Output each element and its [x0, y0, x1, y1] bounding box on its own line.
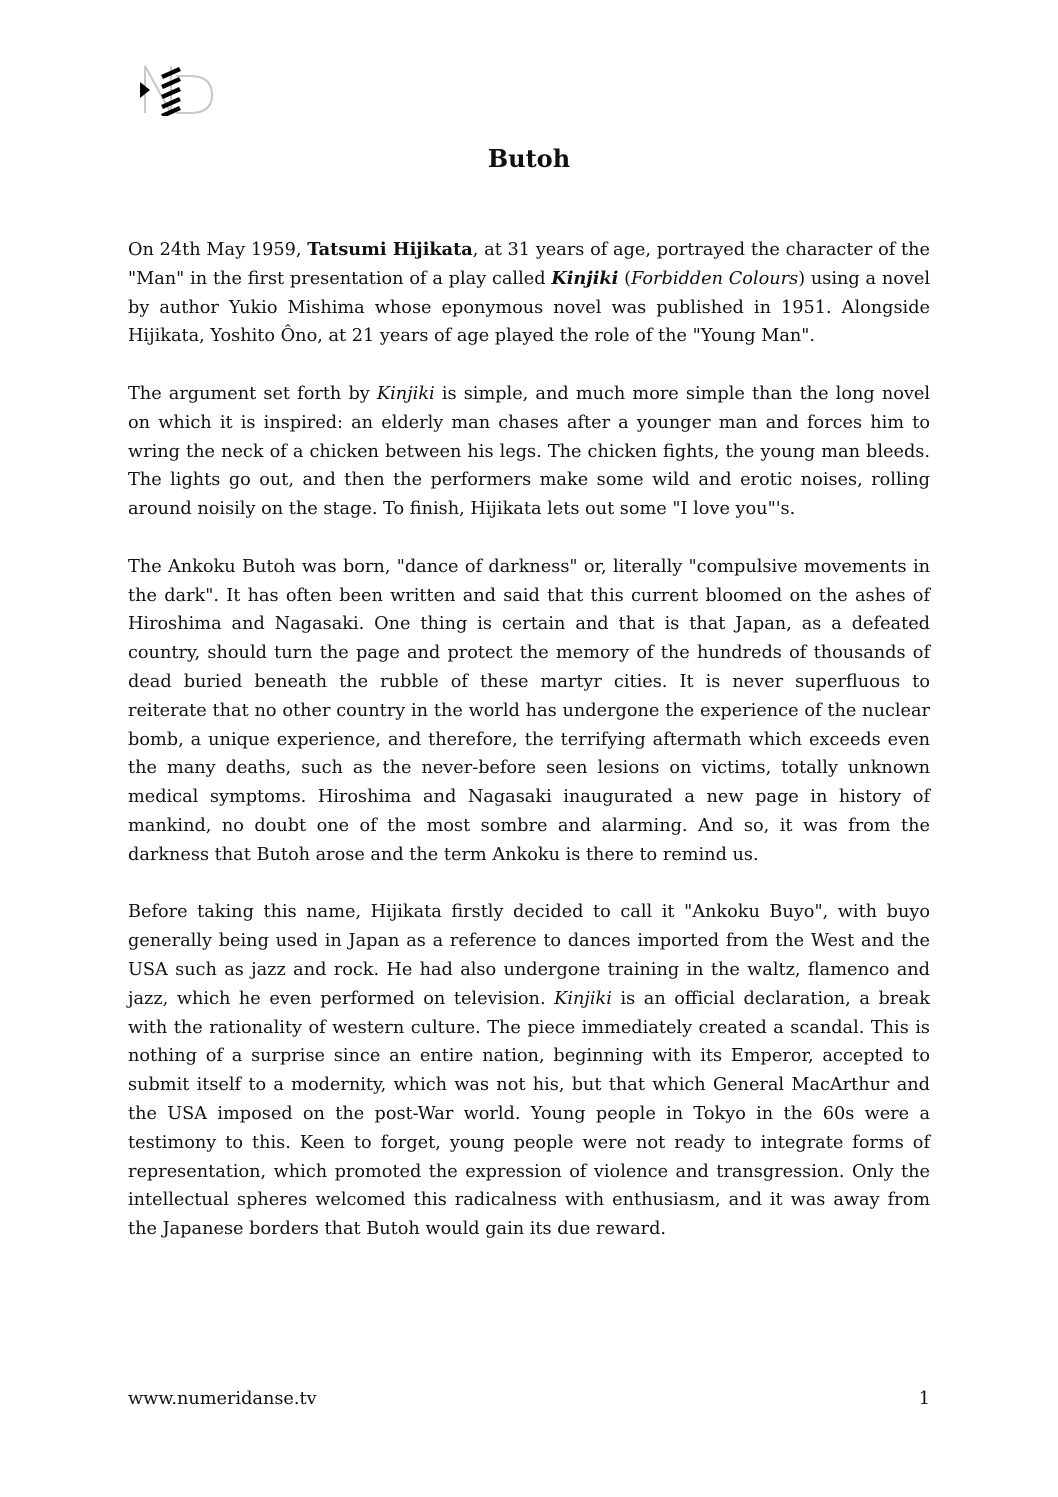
text-run: ) using a novel by author Yukio Mishima whose eponymous novel was published in 1951. Alongside Hijikata, Yoshito Ôno, at 21 years of age played the role of the "Young Man". [128, 268, 930, 347]
body-paragraph [128, 898, 930, 1244]
text-run: The argument set forth by [128, 383, 377, 404]
numeridanse-logo-icon [138, 64, 216, 116]
text-run: Before taking this name, Hijikata firstly decided to call it "Ankoku Buyo", with buyo generally being used in Japan as a reference to dances imported from the West and the USA such as jazz and rock. He had also undergone training in the waltz, flamenco and jazz, which he even performed on television. [128, 902, 930, 1009]
text-run: Forbidden Colours [631, 268, 799, 289]
page-title: Butoh [487, 144, 571, 173]
text-run: Kinjiki [551, 267, 619, 289]
text-run: Kinjiki [376, 383, 435, 404]
footer-url: www.numeridanse.tv [128, 1389, 317, 1409]
body-paragraph [128, 553, 930, 870]
body-paragraph [128, 236, 930, 351]
text-run: Kinjiki [554, 988, 612, 1009]
page-number: 1 [918, 1389, 930, 1409]
text-run: is simple, and much more simple than the long novel on which it is inspired: an elderly man chases after a younger man and forces him to wring the neck of a chicken between his legs. The chicken fights, the young man bleeds. The lights go out, and then the performers make some wild and erotic noises, rolling around noisily on the stage. To finish, Hijikata lets out some "I love you"'s. [128, 383, 930, 520]
text-run: is an official declaration, a break with the rationality of western culture. The piece immediately created a scandal. This is nothing of a surprise since an entire nation, beginning with its Emperor, accepted to submit itself to a modernity, which was not his, but that which General MacArthur and the USA imposed on the post-War world. Young people in Tokyo in the 60s were a testimony to this. Keen to forget, young people were not ready to integrate forms of representation, which promoted the expression of violence and transgression. Only the intellectual spheres welcomed this radicalness with enthusiasm, and it was away from the Japanese borders that Butoh would gain its due reward. [128, 988, 930, 1240]
text-run: Tatsumi Hijikata [307, 239, 473, 260]
text-run: , at 31 years of age, portrayed the character of the "Man" in the first presentation of a play called [128, 240, 931, 289]
body-paragraph [128, 380, 930, 524]
article-body [128, 236, 930, 1273]
text-run: ( [618, 268, 632, 289]
text-run: On 24th May 1959, [128, 240, 308, 260]
text-run: The Ankoku Butoh was born, "dance of darkness" or, literally "compulsive movements in the dark". It has often been written and said that this current bloomed on the ashes of Hiroshima and Nagasaki. One thing is certain and that is that Japan, as a defeated country, should turn the page and protect the memory of the hundreds of thousands of dead buried beneath the rubble of these martyr cities. It is never superfluous to reiterate that no other country in the world has undergone the experience of the nuclear bomb, a unique experience, and therefore, the terrifying aftermath which exceeds even the many deaths, such as the never-before seen lesions on victims, totally unknown medical symptoms. Hiroshima and Nagasaki inaugurated a new page in history of mankind, no doubt one of the most sombre and alarming. And so, it was from the darkness that Butoh arose and the term Ankoku is there to remind us. [128, 556, 930, 865]
